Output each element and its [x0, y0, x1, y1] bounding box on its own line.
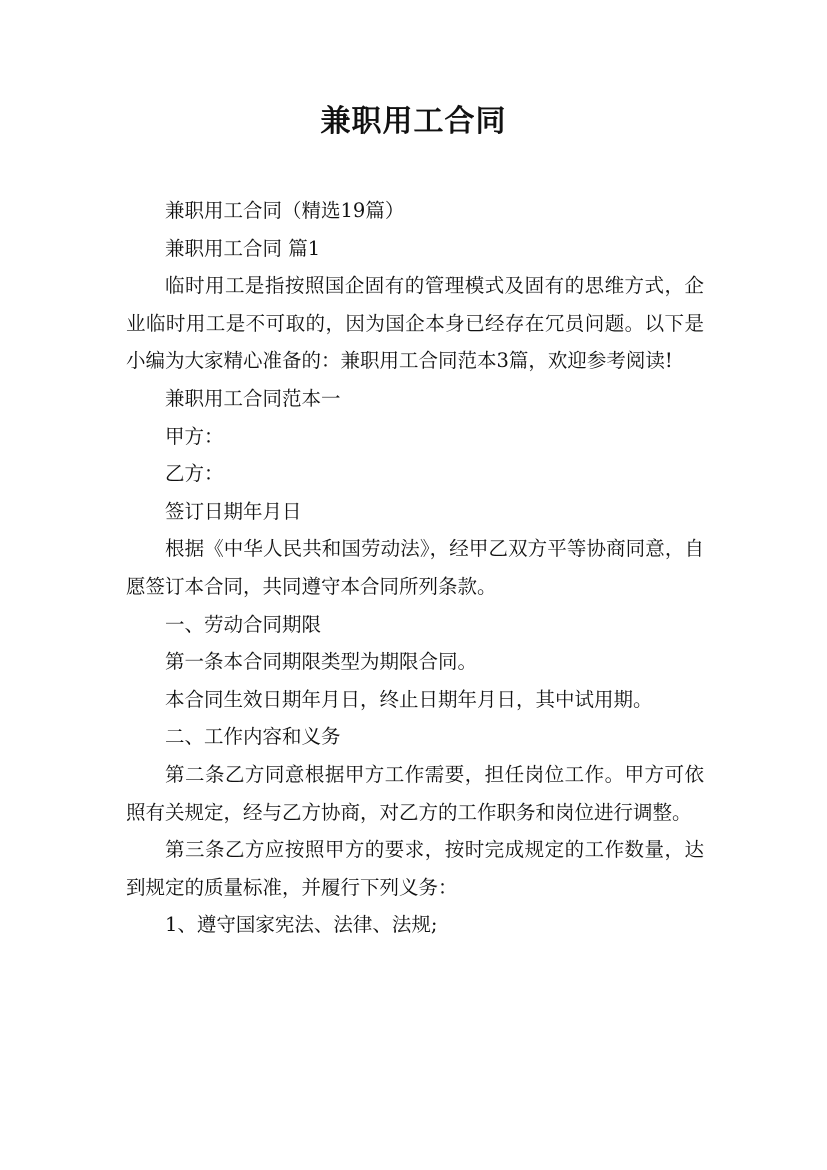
paragraph-preamble: 根据《中华人民共和国劳动法》，经甲乙双方平等协商同意，自愿签订本合同，共同遵守本合同所列条款。 [126, 537, 704, 598]
paragraph-section-heading: 兼职用工合同 篇1 [165, 236, 321, 260]
paragraph-chapter-1: 一、劳动合同期限 [165, 612, 322, 636]
paragraph-template-heading: 兼职用工合同范本一 [165, 386, 341, 410]
paragraph-article-2: 第二条乙方同意根据甲方工作需要，担任岗位工作。甲方可依照有关规定，经与乙方协商，对乙方的工作职务和岗位进行调整。 [126, 762, 704, 824]
paragraph-article-3: 第三条乙方应按照甲方的要求，按时完成规定的工作数量，达到规定的质量标准，并履行下列义务： [126, 838, 704, 899]
paragraph-party-a: 甲方： [165, 424, 224, 448]
paragraph-party-b: 乙方： [165, 462, 224, 486]
paragraph-chapter-2: 二、工作内容和义务 [165, 725, 341, 749]
document-title: 兼职用工合同 [320, 104, 507, 139]
paragraph-obligation-1: 1、遵守国家宪法、法律、法规; [165, 913, 438, 937]
paragraph-subtitle: 兼职用工合同（精选19篇） [165, 199, 405, 222]
paragraph-sign-date: 签订日期年月日 [165, 499, 302, 523]
paragraph-article-1: 第一条本合同期限类型为期限合同。 [165, 650, 478, 674]
paragraph-term-dates: 本合同生效日期年月日，终止日期年月日，其中试用期。 [165, 687, 653, 711]
document-body [126, 192, 704, 944]
paragraph-intro: 临时用工是指按照国企固有的管理模式及固有的思维方式，企业临时用工是不可取的，因为国企本身已经存在冗员问题。以下是小编为大家精心准备的：兼职用工合同范本3篇，欢迎参考阅读! [126, 274, 704, 373]
